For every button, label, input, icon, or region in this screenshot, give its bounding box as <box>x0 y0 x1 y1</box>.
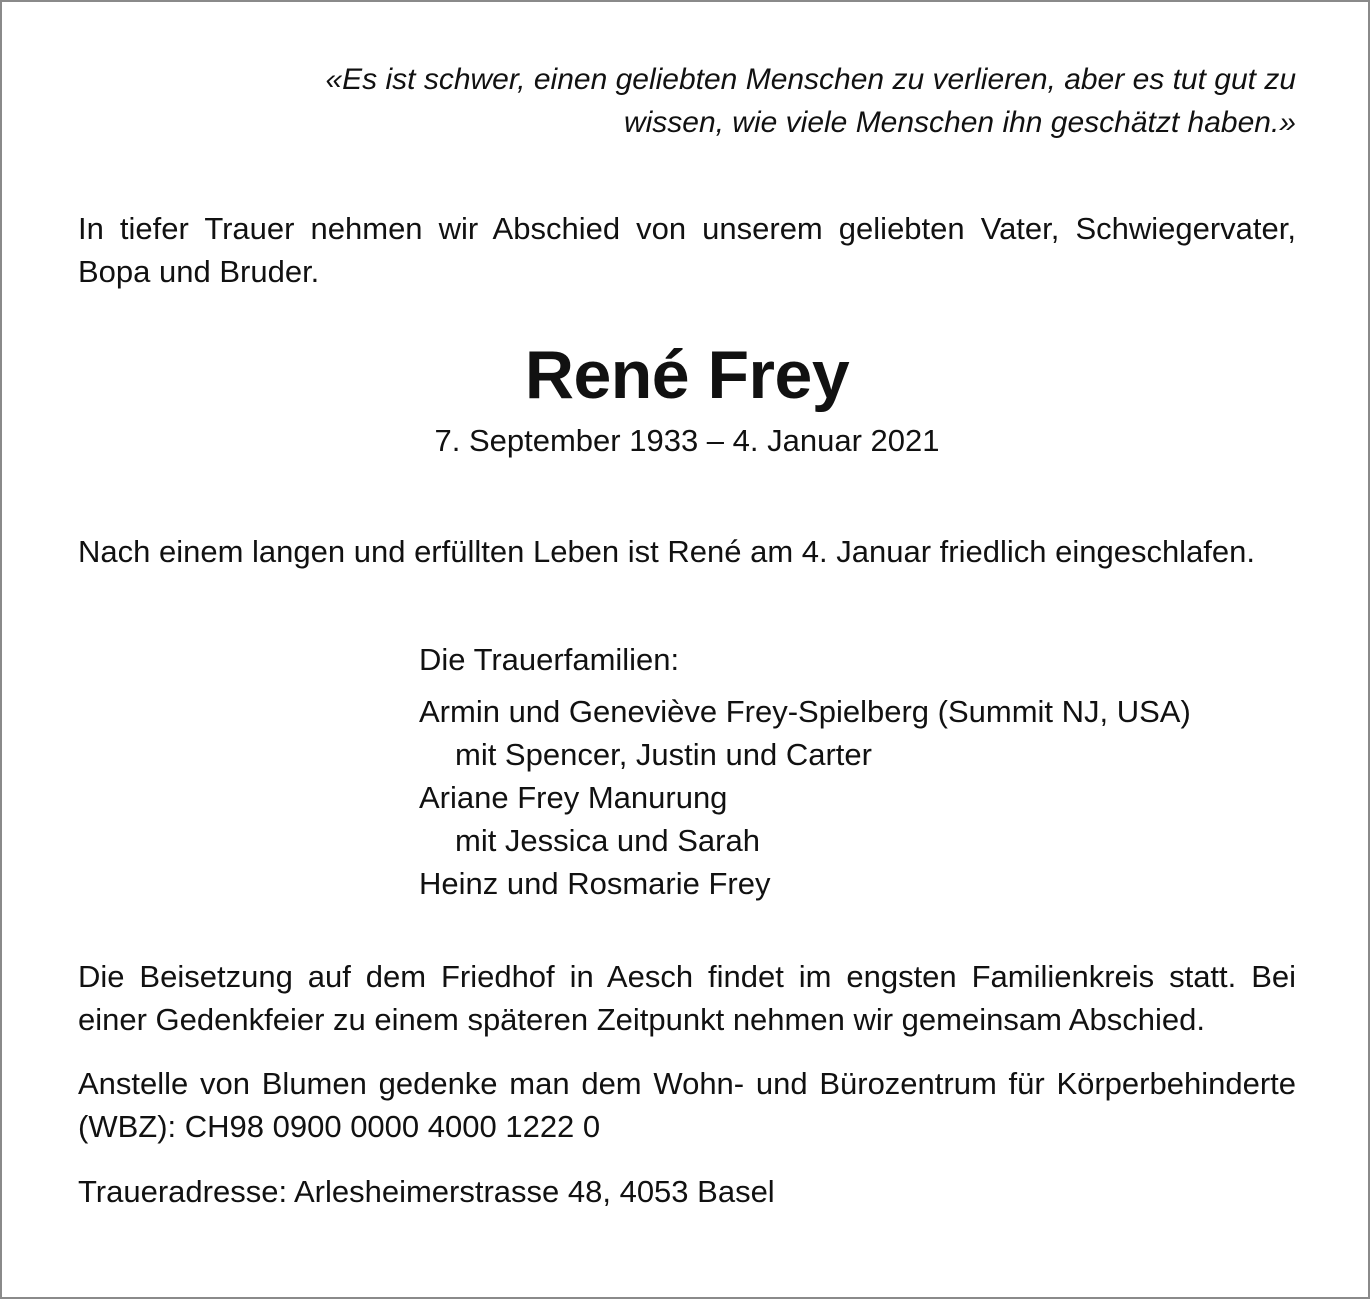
family-line-children: mit Spencer, Justin und Carter <box>455 737 872 772</box>
family-line-children: mit Jessica und Sarah <box>455 823 760 858</box>
quote-line-2: wissen, wie viele Menschen ihn geschätzt haben.» <box>623 106 1296 139</box>
death-notice: Nach einem langen und erfüllten Leben ist René am 4. Januar friedlich eingeschlafen. <box>78 534 1256 569</box>
memorial-quote <box>78 58 1296 144</box>
mourning-families <box>419 638 1296 905</box>
burial-info: Die Beisetzung auf dem Friedhof in Aesch findet im engsten Familienkreis statt. Bei einer Gedenkfeier zu einem späteren Zeitpunkt nehmen wir gemeinsam Abschied. <box>78 959 1296 1037</box>
deceased-name: René Frey <box>524 337 850 413</box>
mourning-address: Traueradresse: Arlesheimerstrasse 48, 4053 Basel <box>78 1174 775 1209</box>
family-line: Armin und Geneviève Frey-Spielberg (Summit NJ, USA) <box>419 694 1191 729</box>
families-heading: Die Trauerfamilien: <box>419 642 680 677</box>
obituary-content <box>78 58 1296 1213</box>
quote-line-1: «Es ist schwer, einen geliebten Menschen zu verlieren, aber es tut gut zu <box>325 63 1296 96</box>
family-line: Ariane Frey Manurung <box>419 780 728 815</box>
family-line: Heinz und Rosmarie Frey <box>419 866 771 901</box>
donation-info: Anstelle von Blumen gedenke man dem Wohn- und Bürozentrum für Körperbehinderte (WBZ): CH98 0900 0000 4000 1222 0 <box>78 1066 1296 1144</box>
intro-text: In tiefer Trauer nehmen wir Abschied von unserem geliebten Vater, Schwiegervater, Bopa und Bruder. <box>78 211 1296 289</box>
life-dates: 7. September 1933 – 4. Januar 2021 <box>434 423 940 458</box>
